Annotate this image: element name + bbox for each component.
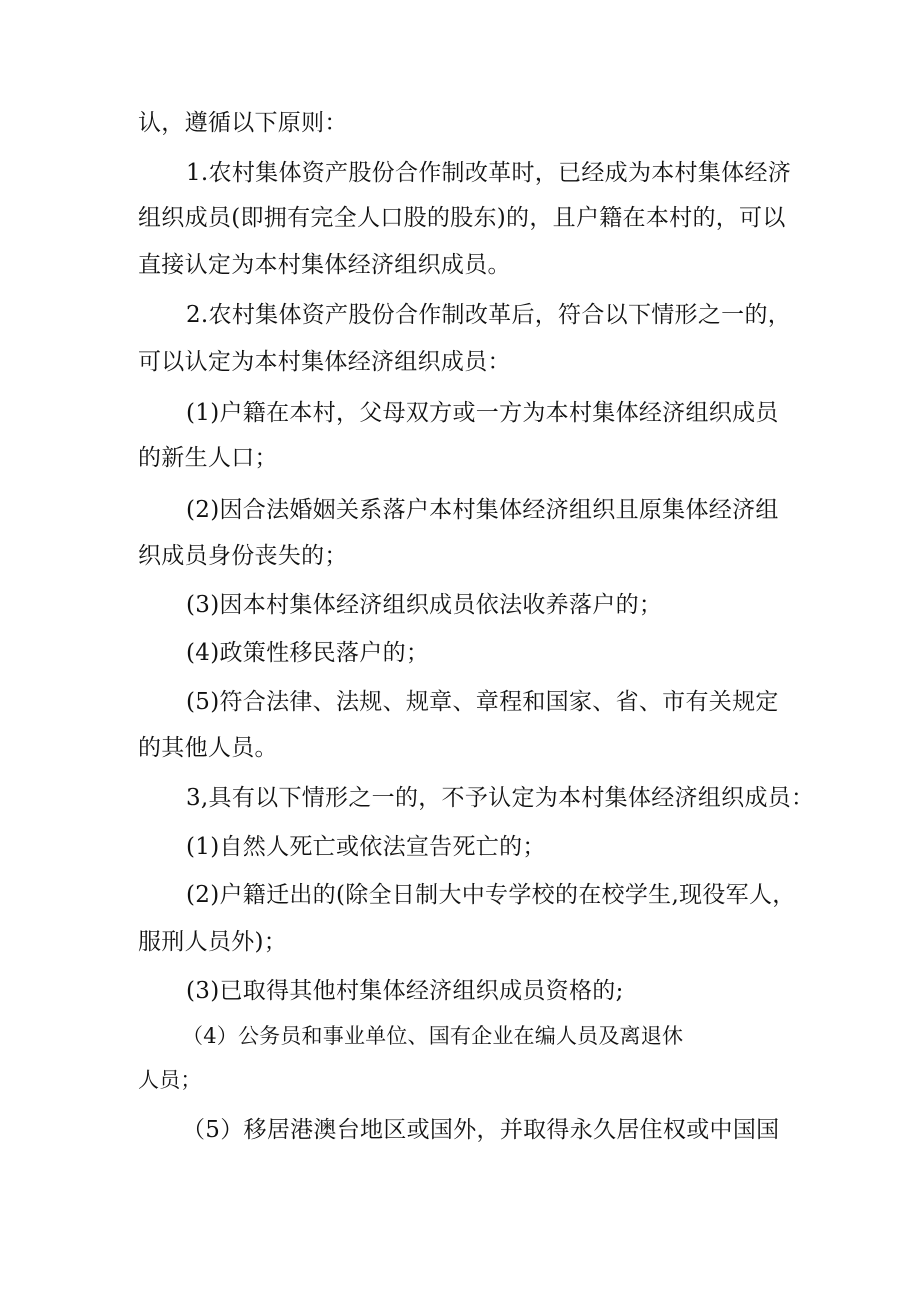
text-line: 2.农村集体资产股份合作制改革后，符合以下情形之一的， <box>186 302 792 328</box>
text-line: （5）移居港澳台地区或国外，并取得永久居住权或中国国 <box>182 1117 780 1143</box>
text-line: 认，遵循以下原则： <box>138 110 348 136</box>
text-line: (4)政策性移民落户的； <box>186 640 430 666</box>
text-line: 服刑人员外)； <box>138 929 288 955</box>
text-line: 的新生人口； <box>138 445 278 471</box>
text-line: 人员； <box>138 1068 202 1092</box>
text-line: 3,具有以下情形之一的，不予认定为本村集体经济组织成员： <box>186 785 815 811</box>
text-line: 织成员身份丧失的； <box>138 543 348 569</box>
text-line: 的其他人员。 <box>138 735 278 761</box>
text-line: (1)自然人死亡或依法宣告死亡的； <box>186 834 546 860</box>
text-line: (5)符合法律、法规、规章、章程和国家、省、市有关规定 <box>186 689 779 715</box>
text-line: （4）公务员和事业单位、国有企业在编人员及离退休 <box>182 1024 684 1048</box>
text-line: (2)户籍迁出的(除全日制大中专学校的在校学生,现役军人， <box>186 882 796 908</box>
text-line: (1)户籍在本村，父母双方或一方为本村集体经济组织成员 <box>186 400 779 426</box>
text-line: (3)因本村集体经济组织成员依法收养落户的； <box>186 592 663 618</box>
text-line: 组织成员(即拥有完全人口股的股东)的，且户籍在本村的，可以 <box>138 205 786 231</box>
text-line: 可以认定为本村集体经济组织成员： <box>138 349 511 375</box>
text-line: (3)已取得其他村集体经济组织成员资格的; <box>186 978 624 1004</box>
text-line: 1.农村集体资产股份合作制改革时，已经成为本村集体经济 <box>186 160 792 186</box>
text-line: 直接认定为本村集体经济组织成员。 <box>138 252 511 278</box>
text-line: (2)因合法婚姻关系落户本村集体经济组织且原集体经济组 <box>186 497 779 523</box>
